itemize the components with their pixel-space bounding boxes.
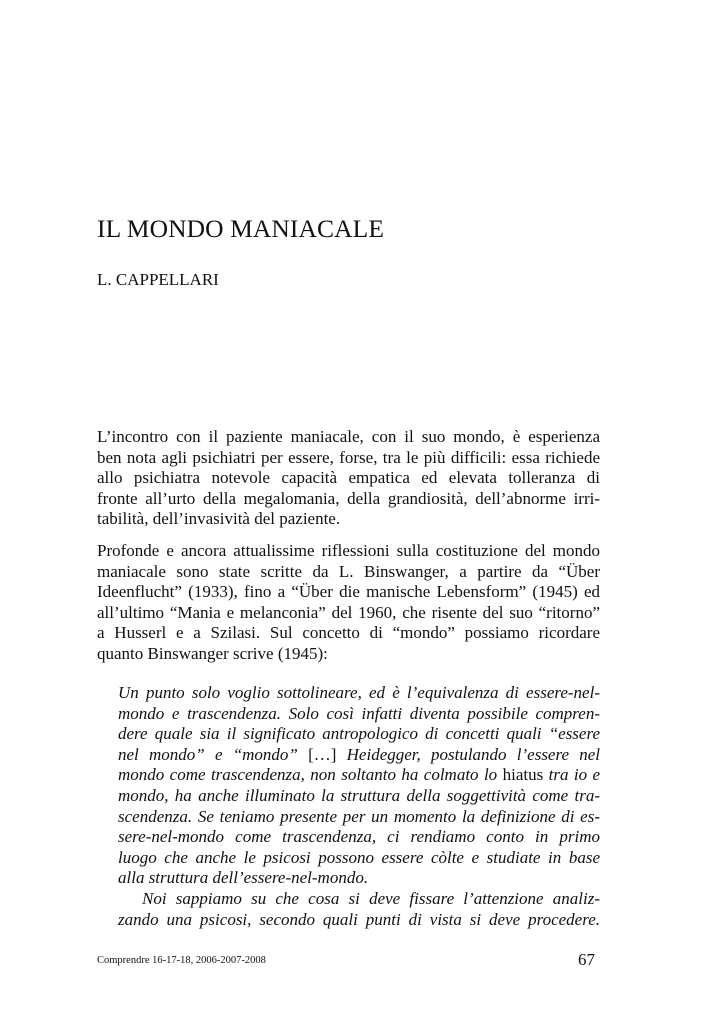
journal-citation: Comprendre 16-17-18, 2006-2007-2008 (97, 955, 266, 966)
block-quote (118, 683, 600, 930)
quote-segment: nel mondo” e “mondo” (118, 744, 298, 764)
paragraph-introduction (97, 427, 600, 530)
text-line: L’incontro con il paziente maniacale, con il suo mondo, è esperienza (97, 427, 600, 446)
page-number: 67 (578, 950, 595, 969)
text-line: ben nota agli psichiatri per essere, forse, tra le più difficili: essa richiede (97, 447, 600, 467)
quote-line: zando una psicosi, secondo quali punti di vista si deve procedere. (118, 909, 600, 929)
text-line: Profonde e ancora attualissime riflessioni sulla costituzione del mondo (97, 541, 600, 560)
quote-line: mondo e trascendenza. Solo così infatti diventa possibile compren- (118, 703, 600, 723)
text-line: all’ultimo “Mania e melanconia” del 1960, che risente del suo “ritorno” (97, 602, 600, 622)
quote-line: mondo, ha anche illuminato la struttura della soggettività come tra- (118, 785, 600, 805)
quote-line: scendenza. Se teniamo presente per un momento la definizione di es- (118, 806, 600, 826)
quote-line: Un punto solo voglio sottolineare, ed è l’equivalenza di essere-nel- (118, 683, 600, 702)
hiatus-term: hiatus (502, 765, 544, 785)
text-line: tabilità, dell’invasività del paziente. (97, 509, 341, 529)
text-line: a Husserl e a Szilasi. Sul concetto di “mondo” possiamo ricordare (97, 623, 600, 643)
text-line: maniacale sono state scritte da L. Binswanger, a partire da “Über (97, 561, 600, 581)
text-line: quanto Binswanger scrive (1945): (97, 643, 328, 663)
paragraph-binswanger (97, 541, 600, 665)
quote-line: sere-nel-mondo come trascendenza, ci rendiamo conto in primo (118, 827, 600, 847)
quote-segment: Heidegger, postulando l’essere nel (346, 744, 600, 764)
text-line: fronte all’urto della megalomania, della grandiosità, dell’abnorme irri- (97, 488, 600, 508)
text-line: Ideenflucht” (1933), fino a “Über die manische Lebensform” (1945) ed (97, 582, 600, 602)
text-line: allo psichiatra notevole capacità empatica ed elevata tolleranza di (97, 468, 600, 488)
quote-segment: mondo come trascendenza, non soltanto ha colmato lo (118, 765, 498, 785)
quote-segment: tra io e (548, 765, 601, 785)
article-author: L. CAPPELLARI (97, 270, 219, 289)
quote-line (118, 765, 600, 786)
quote-line: dere quale sia il significato antropologico di concetti quali “essere (118, 724, 600, 744)
quote-line (118, 745, 600, 766)
article-title: IL MONDO MANIACALE (97, 214, 384, 243)
ellipsis-bracket: […] (308, 744, 337, 764)
quote-line: luogo che anche le psicosi possono essere còlte e studiate in base (118, 847, 600, 867)
quote-line: alla struttura dell’essere-nel-mondo. (118, 868, 369, 888)
quote-line: Noi sappiamo su che cosa si deve fissare l’attenzione analiz- (142, 888, 600, 908)
